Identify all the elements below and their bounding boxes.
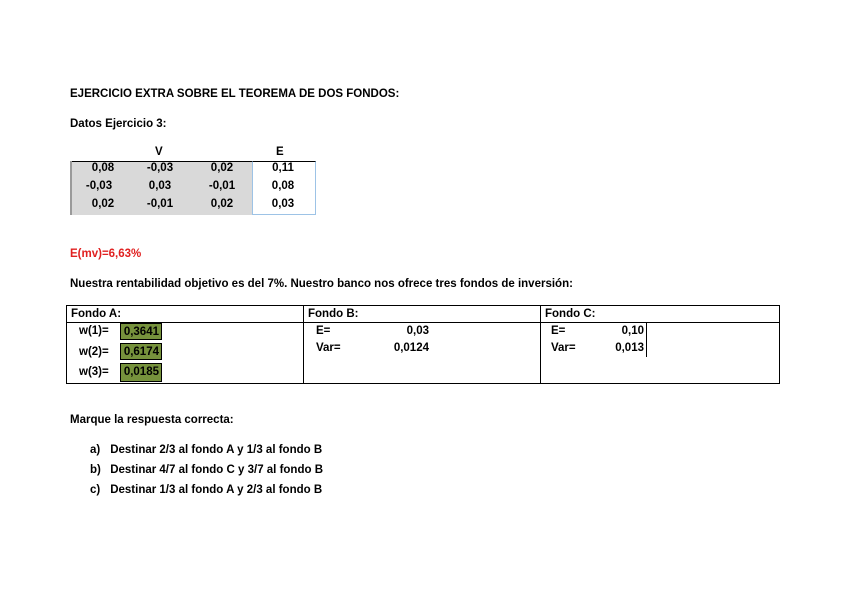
page-title: EJERCICIO EXTRA SOBRE EL TEOREMA DE DOS FONDOS:	[70, 88, 400, 100]
matrix-cell: -0,01	[208, 180, 236, 192]
emv-result: E(mv)=6,63%	[70, 248, 142, 260]
matrix-grid	[70, 161, 316, 215]
fund-b-e-label: E=	[316, 325, 331, 337]
fund-b-title: Fondo B:	[304, 306, 540, 323]
matrix-cell: 0,02	[210, 162, 234, 174]
answer-option-b	[90, 464, 323, 476]
answer-letter: b)	[90, 464, 101, 476]
matrix-cell: 0,02	[210, 198, 234, 210]
fund-b-var-label: Var=	[316, 342, 341, 354]
fund-a-title: Fondo A:	[67, 306, 303, 323]
weight-label: w(1)=	[79, 325, 109, 337]
answer-option-c	[90, 484, 322, 496]
matrix-cell: 0,02	[91, 198, 115, 210]
matrix-cell-e: 0,03	[271, 198, 295, 210]
funds-table	[66, 305, 780, 384]
weight-value: 0,0185	[120, 363, 162, 382]
question-prompt: Marque la respuesta correcta:	[70, 414, 234, 426]
matrix-cell-e: 0,08	[271, 180, 295, 192]
header-v: V	[155, 146, 163, 158]
fund-c-var-label: Var=	[551, 342, 576, 354]
fund-c-title: Fondo C:	[541, 306, 779, 323]
matrix-cell: -0,03	[146, 162, 174, 174]
fund-c-e-value: 0,10	[621, 325, 644, 337]
answer-text: Destinar 1/3 al fondo A y 2/3 al fondo B	[110, 484, 323, 496]
answer-text: Destinar 2/3 al fondo A y 1/3 al fondo B	[110, 444, 323, 456]
matrix-cell: 0,08	[91, 162, 115, 174]
answer-letter: c)	[90, 484, 101, 496]
matrix-cell: 0,03	[148, 180, 172, 192]
weight-label: w(3)=	[79, 366, 109, 378]
weight-value: 0,3641	[120, 323, 162, 340]
cell-border	[646, 323, 647, 357]
problem-statement: Nuestra rentabilidad objetivo es del 7%. Nuestro banco nos ofrece tres fondos de inversión:	[70, 278, 573, 290]
weight-label: w(2)=	[79, 346, 109, 358]
fund-b-var-value: 0,0124	[393, 342, 429, 354]
matrix-cell-e: 0,11	[272, 162, 294, 174]
fund-b-column	[304, 306, 541, 383]
fund-b-e-value: 0,03	[406, 325, 429, 337]
fund-a-column	[67, 306, 304, 383]
fund-c-var-value: 0,013	[615, 342, 644, 354]
matrix-cell: -0,03	[85, 180, 113, 192]
matrix-cell: -0,01	[146, 198, 174, 210]
answer-option-a	[90, 444, 322, 456]
data-subtitle: Datos Ejercicio 3:	[70, 118, 167, 130]
answer-text: Destinar 4/7 al fondo C y 3/7 al fondo B	[110, 464, 323, 476]
answer-letter: a)	[90, 444, 101, 456]
fund-c-column	[541, 306, 779, 383]
header-e: E	[276, 146, 284, 158]
fund-c-e-label: E=	[551, 325, 566, 337]
weight-value: 0,6174	[120, 343, 162, 360]
